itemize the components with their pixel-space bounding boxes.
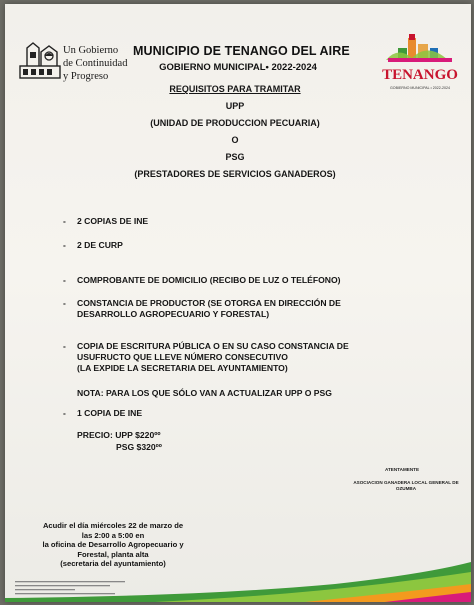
signature-label: ATENTAMENTE <box>385 467 420 472</box>
notice-line1: Acudir el día miércoles 22 de marzo de <box>42 521 184 530</box>
document-header <box>133 44 350 73</box>
item-curp-text: 2 DE CURP <box>77 240 123 250</box>
or-label: O <box>231 135 239 145</box>
list-item: - COPIA DE ESCRITURA PÚBLICA O EN SU CASO CONSTANCIA DE USUFRUCTO QUE LLEVE NÚMERO CONSECUTIVO (LA EXPIDE LA SECRETARIA DEL AYUNTAMIENTO) <box>63 341 349 373</box>
footer-stripe <box>5 562 471 602</box>
list-item: - COMPROBANTE DE DOMICILIO (RECIBO DE LUZ O TELÉFONO) <box>63 275 341 285</box>
item-ine-text: 2 COPIAS DE INE <box>77 216 149 226</box>
psg-label: PSG <box>225 152 245 162</box>
notice-line2: las 2:00 a 5:00 en <box>81 530 145 540</box>
list-item: - 1 COPIA DE INE <box>63 408 143 418</box>
item-escritura-line2: USUFRUCTO QUE LLEVE NÚMERO CONSECUTIVO <box>77 352 288 362</box>
upp-label: UPP <box>225 101 245 111</box>
signature-organization <box>351 480 461 492</box>
psg-full-name: (PRESTADORES DE SERVICIOS GANADEROS) <box>134 169 336 179</box>
item-productor-line1: CONSTANCIA DE PRODUCTOR (SE OTORGA EN DIRECCIÓN DE <box>77 298 341 308</box>
note <box>77 388 332 399</box>
tenango-logo-caption: GOBIERNO MUNICIPAL • 2022-2024 <box>390 86 450 90</box>
list-item: - 2 COPIAS DE INE <box>63 216 149 226</box>
item-domicilio-text: COMPROBANTE DE DOMICILIO (RECIBO DE LUZ O TELÉFONO) <box>77 275 341 285</box>
list-item: - 2 DE CURP <box>63 240 123 250</box>
requirements-title: REQUISITOS PARA TRAMITAR <box>169 84 301 94</box>
item-escritura-line3: (LA EXPIDE LA SECRETARIA DEL AYUNTAMIENTO) <box>77 363 288 373</box>
signature-org-line1: ASOCIACION GANADERA LOCAL GENERAL DE <box>353 480 459 485</box>
tenango-logo-text: TENANGO <box>382 67 458 83</box>
municipal-emblem-icon <box>19 40 61 80</box>
item-escritura-line1: COPIA DE ESCRITURA PÚBLICA O EN SU CASO CONSTANCIA DE <box>77 341 349 351</box>
price-psg-text: PSG $320ºº <box>116 442 162 452</box>
notice-line3: la oficina de Desarrollo Agropecuario y <box>42 540 184 550</box>
signature-org-line2: OZUMBA <box>395 486 417 491</box>
item-ine-single-text: 1 COPIA DE INE <box>77 408 143 418</box>
notice-line4: Forestal, planta alta <box>77 549 149 559</box>
motto-line-3: y Progreso <box>63 71 109 82</box>
document-page <box>5 4 471 602</box>
motto-line-1: Un Gobierno <box>63 45 119 56</box>
motto <box>63 44 127 83</box>
note-text: NOTA: PARA LOS QUE SÓLO VAN A ACTUALIZAR UPP O PSG <box>77 388 332 398</box>
municipality-title: MUNICIPIO DE TENANGO DEL AIRE <box>133 44 350 58</box>
government-subtitle: GOBIERNO MUNICIPAL• 2022-2024 <box>159 62 317 73</box>
motto-line-2: de Continuidad <box>63 58 128 69</box>
item-productor-line2: DESARROLLO AGROPECUARIO Y FORESTAL) <box>77 309 270 319</box>
price-upp-text: PRECIO: UPP $220ºº <box>77 430 161 440</box>
price-upp <box>77 430 161 441</box>
notice-line5: (secretaria del ayuntamiento) <box>60 559 166 569</box>
tenango-logo-icon <box>378 34 462 96</box>
list-item: - CONSTANCIA DE PRODUCTOR (SE OTORGA EN DIRECCIÓN DE DESARROLLO AGROPECUARIO Y FORESTAL) <box>63 298 341 319</box>
upp-full-name: (UNIDAD DE PRODUCCION PECUARIA) <box>150 118 320 128</box>
price-psg <box>116 442 162 453</box>
